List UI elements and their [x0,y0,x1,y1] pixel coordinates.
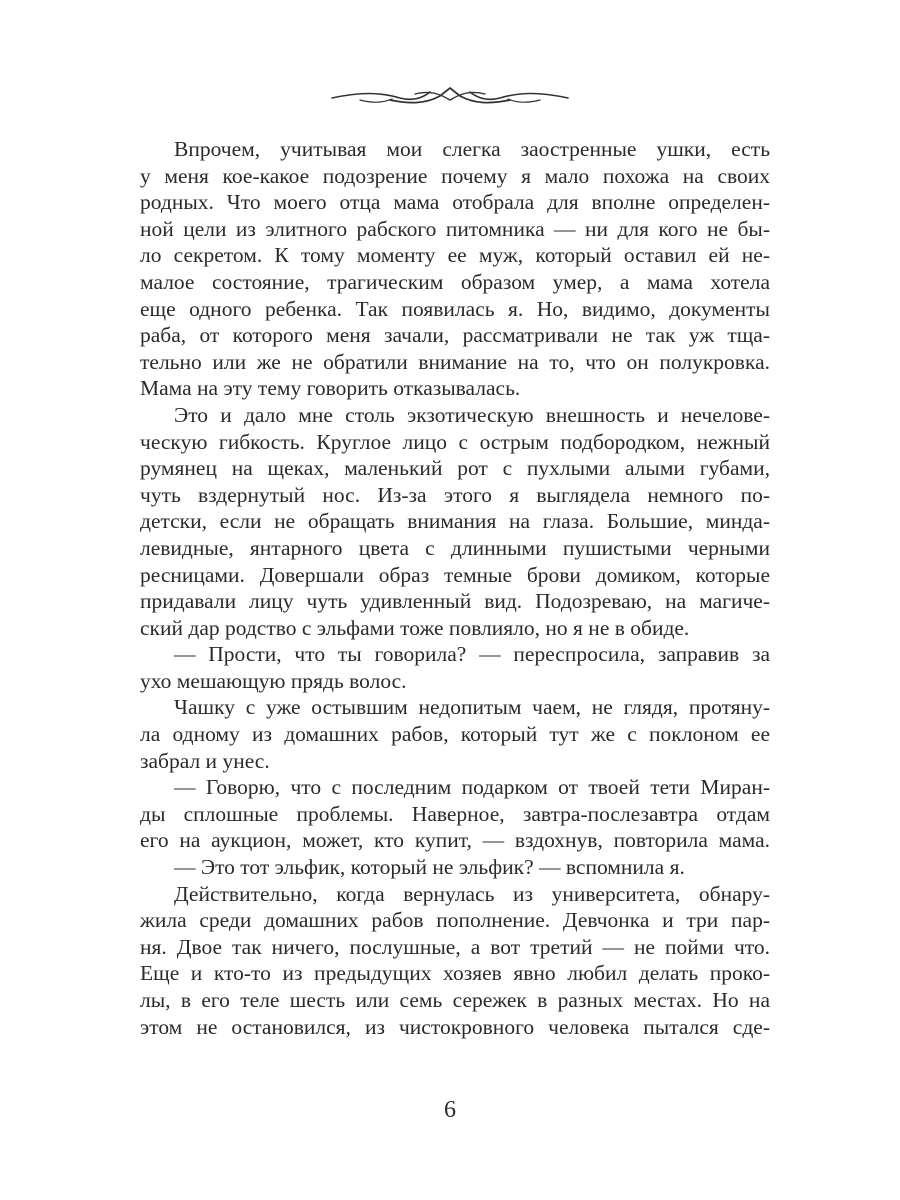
text-line: ухо мешающую прядь волос. [140,668,407,693]
text-line: лы, в его теле шесть или семь сережек в разных местах. Но на [140,988,770,1012]
text-line: ла одному из домашних рабов, который тут же с поклоном ее [140,722,770,747]
text-line: ня. Двое так ничего, послушные, а вот третий — не пойми что. [140,934,770,959]
text-line: Чашку с уже остывшим недопитым чаем, не глядя, протяну- [174,695,770,720]
text-line: левидные, янтарного цвета с длинными пушистыми черными [140,535,770,560]
text-line: — Говорю, что с последним подарком от твоей тети Миран- [174,775,770,800]
text-line: детски, если не обращать внимания на глаза. Большие, минда- [140,509,770,534]
text-line: ды сплошные проблемы. Наверное, завтра-послезавтра отдам [140,801,770,826]
text-line: — Прости, что ты говорила? — переспросила, заправив за [174,642,770,667]
text-line: его на аукцион, может, кто купит, — вздохнув, повторила мама. [140,828,770,853]
text-line: Мама на эту тему говорить отказывалась. [140,376,521,401]
text-line: ресницами. Довершали образ темные брови домиком, которые [140,562,770,587]
text-line: — Это тот эльфик, который не эльфик? — вспомнила я. [174,855,685,880]
text-line: придавали лицу чуть удивленный вид. Подозреваю, на магиче- [140,589,770,614]
text-line: раба, от которого меня зачали, рассматривали не так уж тща- [140,323,770,348]
text-line: тельно или же не обратили внимание на то, что он полукровка. [140,349,770,374]
text-line: Еще и кто-то из предыдущих хозяев явно любил делать проко- [140,961,770,986]
text-line: ческую гибкость. Круглое лицо с острым подбородком, нежный [140,429,770,454]
text-line: родных. Что моего отца мама отобрала для вполне определен- [140,190,770,215]
text-line: забрал и унес. [140,748,270,773]
text-line: еще одного ребенка. Так появилась я. Но, видимо, документы [140,296,770,321]
text-line: чуть вздернутый нос. Из-за этого я выглядела немного по- [140,482,770,507]
page-number: 6 [444,1097,456,1123]
text-line: ло секретом. К тому моменту ее муж, который оставил ей не- [140,243,770,268]
text-line: Впрочем, учитывая мои слегка заостренные ушки, есть [174,137,770,161]
body-text [140,136,770,1040]
text-line: Действительно, когда вернулась из университета, обнару- [174,881,770,906]
text-line: Это и дало мне столь экзотическую внешность и нечелове- [174,402,770,427]
text-line: жила среди домашних рабов пополнение. Девчонка и три пар- [140,908,770,933]
text-line: этом не остановился, из чистокровного человека пытался сде- [140,1014,770,1039]
text-line: малое состояние, трагическим образом умер, а мама хотела [140,269,770,294]
ornament-divider-icon [330,82,570,110]
text-line: румянец на щеках, маленький рот с пухлыми алыми губами, [140,456,770,481]
text-line: ной цели из элитного рабского питомника — ни для кого не бы- [140,216,770,241]
text-line: у меня кое-какое подозрение почему я мало похожа на своих [140,163,770,188]
text-line: ский дар родство с эльфами тоже повлияло, но я не в обиде. [140,615,690,640]
